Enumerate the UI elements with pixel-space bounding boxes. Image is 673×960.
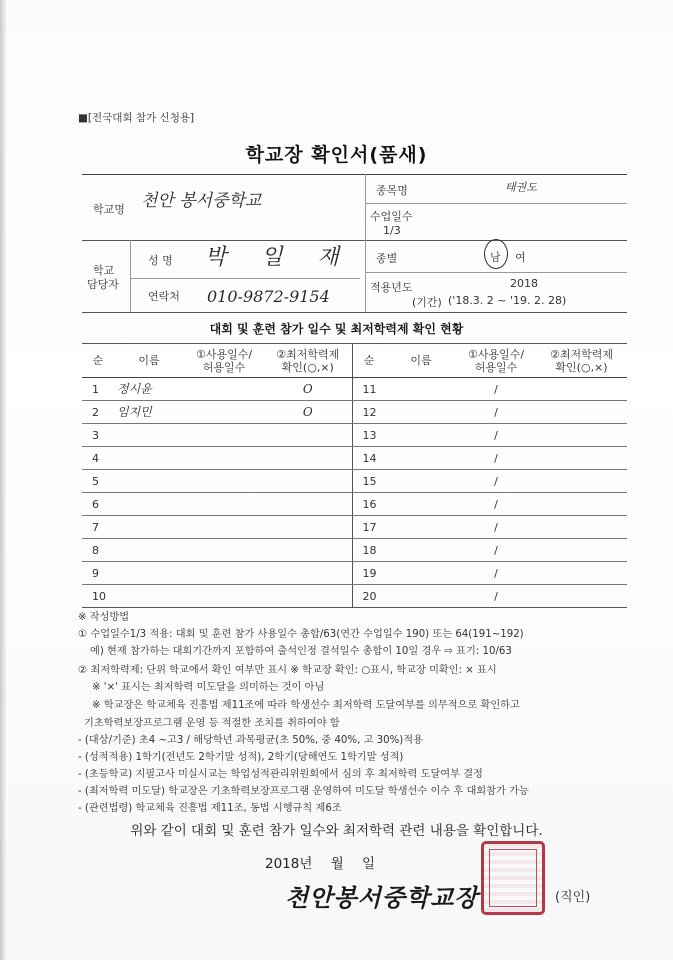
notes-line-10: - (최저학력 미도달) 학교장은 기초학력보장프로그램 운영하여 미도달 학생선수 이수 후 대회참가 가능 [78, 786, 529, 797]
row-number: 4 [82, 447, 114, 470]
info-top-border [82, 174, 627, 175]
row-check-2 [536, 424, 627, 447]
col-check-2: ②최저학력제 확인(○,×) [536, 344, 627, 378]
row-check-2 [536, 493, 627, 516]
info-bottom-border [82, 312, 627, 313]
row-number: 8 [82, 539, 114, 562]
row-number-2: 15 [352, 470, 386, 493]
col-name: 이름 [114, 344, 184, 378]
row-number: 10 [82, 585, 114, 608]
teacher-label-1: 학교 [93, 264, 115, 277]
row-check: O [264, 378, 352, 401]
row-number-2: 11 [352, 378, 386, 401]
row-days-2: / [456, 585, 536, 608]
contact-value: 010-9872-9154 [207, 287, 330, 306]
row-check [264, 447, 352, 470]
notes-line-5: ※ 학교장은 학교체육 진흥법 제11조에 따라 학생선수 최저학력 도달여부를 의무적으로 확인하고 [92, 700, 520, 711]
row-number: 2 [82, 401, 114, 424]
info-vdivider-1 [130, 240, 131, 312]
notes-line-3: ② 최저학력제: 단위 학교에서 확인 여부만 표시 ※ 학교장 확인: ○표시, 학교장 미확인: × 표시 [78, 665, 497, 676]
row-name [114, 516, 184, 539]
row-name [114, 539, 184, 562]
teacher-label-2: 담당자 [87, 278, 119, 291]
table-row [82, 378, 627, 401]
table-row [82, 470, 627, 493]
row-days [184, 378, 264, 401]
info-divider-3 [365, 203, 627, 204]
row-name-2 [386, 378, 456, 401]
row-days-2: / [456, 378, 536, 401]
row-days-2: / [456, 470, 536, 493]
document-title: 학교장 확인서(품새) [245, 144, 428, 166]
name-value: 박 일 재 [205, 245, 353, 270]
notes-line-6: 기초학력보장프로그램 운영 등 적절한 조치를 취하여야 함 [84, 718, 340, 729]
notes-line-9: - (초등학교) 지필고사 미실시교는 학업성적관리위원회에서 심의 후 최저학력 도달여부 결정 [78, 769, 483, 780]
row-name: 정시윤 [114, 378, 184, 401]
row-days-2: / [456, 424, 536, 447]
row-number-2: 14 [352, 447, 386, 470]
participation-table [82, 343, 627, 608]
row-number-2: 20 [352, 585, 386, 608]
table-row [82, 447, 627, 470]
col-days-2: ①사용일수/ 허용일수 [456, 344, 536, 378]
col-name-2: 이름 [386, 344, 456, 378]
school-value: 천안 봉서중학교 [141, 191, 262, 211]
col-days: ①사용일수/ 허용일수 [184, 344, 264, 378]
notes-heading: ※ 작성방법 [78, 612, 130, 623]
col-no-2: 순 [352, 344, 386, 378]
row-check-2 [536, 378, 627, 401]
row-check-2 [536, 401, 627, 424]
event-label: 종목명 [376, 184, 408, 197]
row-number: 7 [82, 516, 114, 539]
row-name-2 [386, 470, 456, 493]
period-label: 적용년도 [370, 281, 413, 294]
row-name-2 [386, 516, 456, 539]
row-check-2 [536, 539, 627, 562]
gender-female: 여 [515, 251, 526, 264]
row-number-2: 13 [352, 424, 386, 447]
name-label: 성 명 [148, 254, 173, 267]
row-days [184, 585, 264, 608]
row-number-2: 17 [352, 516, 386, 539]
row-number-2: 19 [352, 562, 386, 585]
days-value: 1/3 [383, 224, 401, 237]
gender-male: 남 [490, 251, 501, 264]
row-name [114, 470, 184, 493]
contact-label: 연락처 [148, 290, 180, 303]
row-days-2: / [456, 493, 536, 516]
row-number: 3 [82, 424, 114, 447]
period-range: ('18.3. 2 ~ '19. 2. 28) [448, 294, 567, 307]
row-check [264, 516, 352, 539]
row-days [184, 470, 264, 493]
seal-label: (직인) [555, 890, 591, 905]
row-days [184, 539, 264, 562]
table-row [82, 401, 627, 424]
row-days-2: / [456, 539, 536, 562]
period-sub: (기간) [412, 296, 442, 309]
row-days-2: / [456, 562, 536, 585]
row-check [264, 562, 352, 585]
row-check-2 [536, 516, 627, 539]
table-row [82, 516, 627, 539]
row-number: 5 [82, 470, 114, 493]
school-label: 학교명 [93, 203, 125, 216]
row-days [184, 562, 264, 585]
info-vdivider-2 [365, 174, 366, 312]
row-name [114, 424, 184, 447]
row-days [184, 493, 264, 516]
days-label: 수업일수 [370, 210, 413, 223]
table-row [82, 562, 627, 585]
row-days-2: / [456, 516, 536, 539]
row-name-2 [386, 447, 456, 470]
row-number-2: 12 [352, 401, 386, 424]
row-name: 임지민 [114, 401, 184, 424]
confirmation-statement: 위와 같이 대회 및 훈련 참가 일수와 최저학력 관련 내용을 확인합니다. [130, 823, 543, 839]
issue-date: 2018년 월 일 [265, 856, 376, 872]
gender-label: 종별 [376, 252, 398, 265]
row-name [114, 562, 184, 585]
row-days [184, 401, 264, 424]
col-check: ②최저학력제 확인(○,×) [264, 344, 352, 378]
row-check-2 [536, 447, 627, 470]
col-no: 순 [82, 344, 114, 378]
period-year: 2018 [510, 277, 538, 290]
row-check [264, 493, 352, 516]
info-divider-1 [82, 240, 627, 241]
row-days-2: / [456, 447, 536, 470]
row-check [264, 585, 352, 608]
table-subtitle: 대회 및 훈련 참가 일수 및 최저학력제 확인 현황 [209, 322, 464, 336]
row-check: O [264, 401, 352, 424]
row-number: 6 [82, 493, 114, 516]
row-name-2 [386, 424, 456, 447]
row-check-2 [536, 562, 627, 585]
row-check [264, 470, 352, 493]
info-divider-4 [365, 272, 627, 273]
row-number: 9 [82, 562, 114, 585]
row-days [184, 516, 264, 539]
row-name [114, 585, 184, 608]
row-days [184, 447, 264, 470]
row-check [264, 424, 352, 447]
notes-line-7: - (대상/기준) 초4 ~고3 / 해당학년 과목평균(초 50%, 중 40%, 고 30%)적용 [78, 735, 423, 746]
row-number-2: 16 [352, 493, 386, 516]
table-row [82, 585, 627, 608]
row-days [184, 424, 264, 447]
document-tag: ■[전국대회 참가 신청용] [78, 112, 195, 124]
info-divider-2 [130, 278, 360, 279]
row-check-2 [536, 585, 627, 608]
row-name [114, 493, 184, 516]
official-seal-stamp [481, 841, 545, 915]
table-row [82, 424, 627, 447]
table-row [82, 493, 627, 516]
row-number-2: 18 [352, 539, 386, 562]
table-header-row [82, 344, 627, 378]
event-value: 태권도 [505, 181, 537, 194]
row-name-2 [386, 401, 456, 424]
row-name-2 [386, 539, 456, 562]
row-name [114, 447, 184, 470]
notes-line-4: ※ '×' 표시는 최저학력 미도달을 의미하는 것이 아님 [92, 682, 325, 693]
row-days-2: / [456, 401, 536, 424]
row-name-2 [386, 585, 456, 608]
row-name-2 [386, 493, 456, 516]
row-check-2 [536, 470, 627, 493]
row-number: 1 [82, 378, 114, 401]
notes-line-11: - (관련법령) 학교체육 진흥법 제11조, 동법 시행규칙 제6조 [78, 803, 342, 814]
notes-line-1: ① 수업일수1/3 적용: 대회 및 훈련 참가 사용일수 총합/63(연간 수업일수 190) 또는 64(191~192) [78, 629, 524, 640]
notes-line-2: 예) 현재 참가하는 대회기간까지 포함하여 출석인정 결석일수 총합이 10일 경우 ⇨ 표기: 10/63 [90, 646, 512, 657]
principal-signature: 천안봉서중학교장 [285, 883, 479, 912]
row-name-2 [386, 562, 456, 585]
notes-line-8: - (성적적용) 1학기(전년도 2학기말 성적), 2학기(당해연도 1학기말 성적) [78, 752, 404, 763]
row-check [264, 539, 352, 562]
table-row [82, 539, 627, 562]
